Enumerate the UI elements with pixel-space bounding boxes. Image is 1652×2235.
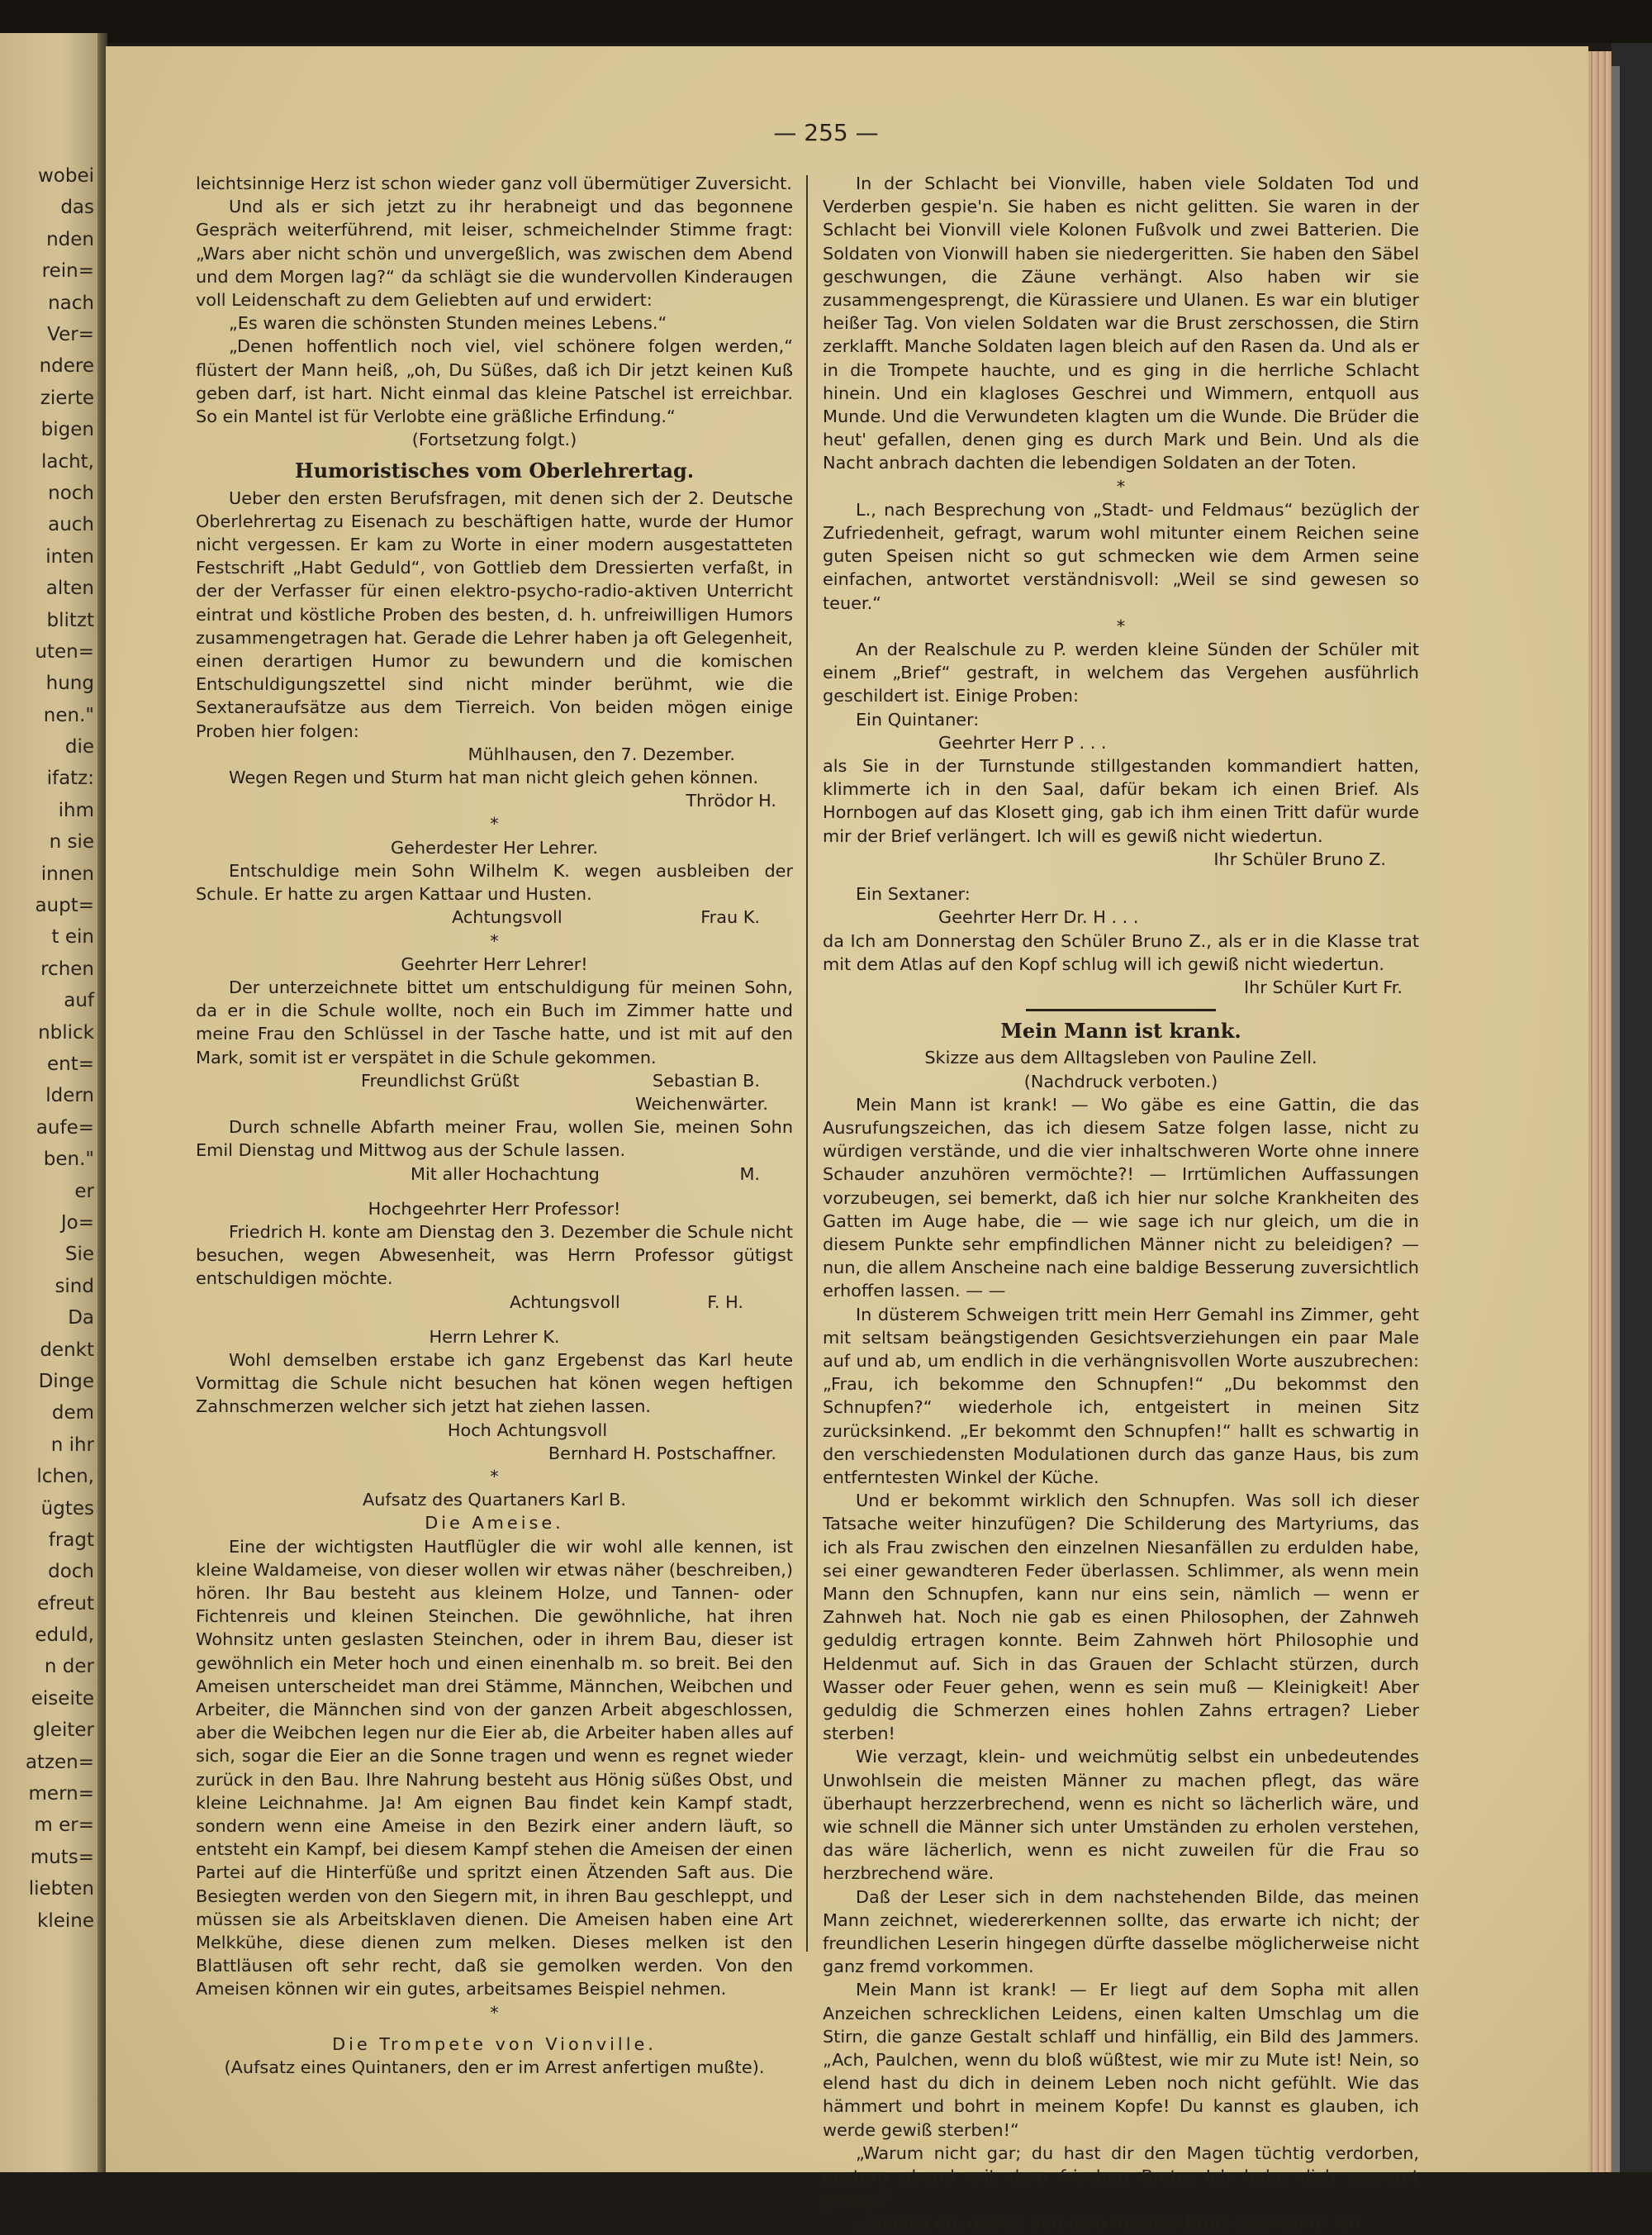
letter-text: Entschuldige mein Sohn Wilhelm K. wegen ausbleiben der Schule. Er hatte zu argen Kattaar und Husten.: [196, 860, 793, 905]
essay-text: Eine der wichtigsten Hautflügler die wir wohl alle kennen, ist kleine Waldameise, von dieser wollen wir etwas näher (beschreiben,) hören. Ihr Bau besteht aus kleinem Holze, und Tannen- oder Fichtenreis und kleinen Steinchen. Die gewöhnliche, hat ihren Wohnsitz unten geslasten Steinchen, oder in ihrem Bau, dieser ist gewöhnlich ein Meter hoch und einen einenhalb m. so breit. Bei den Ameisen unterscheidet man drei Stämme, Männchen, Weibchen und Arbeiter, die Männchen sind von der ganzen Arbeit abgeschlossen, aber die Weibchen legen nur die Eier ab, die Arbeiter haben alles auf sich, sogar die Eier an die Sonne tragen und wenn es regnet wieder zurück in den Bau. Ihre Nahrung besteht aus Hönig süßes Obst, und kleine Leichnahme. Ja! Am eignen Bau findet kein Kampf stadt, sondern wenn eine Ameise in den Bezirk einer andern läuft, so entsteht ein Kampf, bei diesem Kampf stehen die Ameisen der einen Partei auf die Hinterfüße und spritzt einen Ätzenden Saft aus. Die Besiegten werden von den Siegern mit, in ihren Bau geschleppt, und müssen sie als Arbeitsklaven dienen. Die Ameisen haben eine Art Melkkühe, diese dienen zum melken. Dieses melken ist den Blattläusen oft sehr recht, daß sie gemolken werden. Von den Ameisen können wir ein gutes, arbeitsames Beispiel nehmen.: [196, 1536, 793, 2000]
article-heading-humor: Humoristisches vom Oberlehrertag.: [294, 459, 695, 483]
left-page-fragment: inten: [45, 546, 94, 568]
left-page-fragment: hung: [45, 673, 94, 694]
letter-text: Wegen Regen und Sturm hat man nicht gleich gehen können.: [229, 768, 759, 788]
essay-text: In der Schlacht bei Vionville, haben viele Soldaten Tod und Verderben gespie'n. Sie haben es nicht gelitten. Sie waren in der Schlacht bei Vionvill viele Kolonen Fußvolk und zwei Batterien. Die Soldaten von Vionwill haben sie niedergeritten. Sie haben den Säbel geschwungen, die Zäune verhängt. Also haben wir sie zusammengesprengt, die Kürassiere und Ulanen. Es war ein blutiger heißer Tag. Von vielen Soldaten war die Brust zerschossen, die Stirn zerklafft. Manche Soldaten lagen bleich auf den Rasen da. Und als er in die Trompete hauchte, und es ging in die herrliche Schlacht hinein. Und ein klagloses Geschrei und Wimmern, entquoll aus Munde. Und die Verwundeten klagten um die Wunde. Die Brüder die heut' gefallen, denen ging es durch Mark und Bein. Und als die Nacht anbrach dachten die lebendigen Soldaten an der Toten.: [823, 174, 1419, 473]
left-page-fragment: er: [74, 1181, 94, 1202]
left-page-fragment: atzen=: [25, 1752, 94, 1773]
left-page-fragment: ihm: [58, 800, 94, 821]
story-paragraph: „Glaubst du, daß es von dem frischen Brote sein kann? Ich: [856, 2213, 1360, 2233]
left-page-fragment: ldern: [45, 1085, 94, 1106]
separator-asterisk: *: [490, 814, 499, 835]
page-number: — 255 —: [773, 119, 879, 146]
left-page-fragment: gleiter: [32, 1719, 94, 1741]
left-page-fragment: denkt: [40, 1339, 94, 1361]
left-page-fragment: Ver=: [47, 324, 94, 345]
left-page-fragment: liebten: [28, 1878, 94, 1900]
letter-greeting: Herrn Lehrer K.: [429, 1326, 560, 1347]
letter-signature-title: Weichenwärter.: [634, 1093, 768, 1114]
left-page-fragment: mern=: [28, 1783, 94, 1805]
story-paragraph: Daß der Leser sich in dem nachstehenden Bilde, das meinen Mann zeichnet, wiedererkennen sollte, das erwarte ich nicht; der freundlichen Leserin hingegen dürfte dasselbe möglicherweise nicht ganz fremd vorkommen.: [823, 1886, 1419, 1977]
left-page-fragment: fragt: [48, 1529, 94, 1551]
story-paragraph: „Warum nicht gar; du hast dir den Magen tüchtig verdorben, gestern abend mit dem frischen Brote. Ich habe dich gewarnt genug.“: [823, 2142, 1419, 2210]
column-left: [196, 172, 793, 2079]
letter-signature: Bernhard H. Postschaffner.: [548, 1443, 776, 1463]
book-spine: [1612, 66, 1620, 2172]
letter-text: Durch schnelle Abfarth meiner Frau, wollen Sie, meinen Sohn Emil Dienstag und Mittwog aus der Schule lassen.: [196, 1117, 793, 1161]
letter-signature: F. H.: [707, 1291, 743, 1312]
column-divider: [806, 175, 808, 1952]
left-page-fragment: bigen: [40, 419, 94, 440]
letter-closing: Achtungsvoll: [452, 907, 563, 928]
anecdote-text: L., nach Besprechung von „Stadt- und Feldmaus“ bezüglich der Zufriedenheit, gefragt, warum wohl mitunter einem Reichen seine guten Speisen nicht so gut schmecken wie dem Armen seine einfachen, antwortet verständnisvoll: „Weil se sind gewesen so teuer.“: [823, 499, 1419, 613]
letter-signature: Sebastian B.: [652, 1070, 760, 1091]
letter-closing-row: [196, 906, 793, 929]
letter-greeting: Geehrter Herr Lehrer!: [401, 953, 588, 974]
left-page-fragment: m er=: [34, 1814, 94, 1836]
letter-place-date: Mühlhausen, den 7. Dezember.: [468, 744, 735, 764]
left-page-fragment: sind: [55, 1276, 94, 1297]
story-continuation-2: Und als er sich jetzt zu ihr herabneigt und das begonnene Gespräch weiterführend, mit leiser, schmeichelnder Stimme fragt: „Wars aber nicht schön und unvergeßlich, was zwischen dem Abend und dem Morgen lag?“ da schlägt sie die wundervollen Kinderaugen voll Leidenschaft zu dem Geliebten auf und erwidert:: [196, 197, 793, 311]
left-page-fragment: aufe=: [36, 1117, 94, 1139]
reprint-notice: (Nachdruck verboten.): [1023, 1071, 1218, 1091]
story-continuation-4: „Denen hoffentlich noch viel, viel schönere folgen werden,“ flüstert der Mann heiß, „oh, Du Süßes, daß ich Dir jetzt keinen Kuß geben darf, ist hart. Nicht einmal das kleine Patschel ist erreichbar. So ein Mantel ist für Verlobte eine gräßliche Erfindung.“: [196, 336, 793, 427]
left-page-fragment: ifatz:: [46, 768, 94, 789]
anecdote-text: An der Realschule zu P. werden kleine Sünden der Schüler mit einem „Brief“ gestraft, in welchem das Vergehen ausführlich geschildert ist. Einige Proben:: [823, 640, 1419, 706]
letter-greeting: Geehrter Herr Dr. H . . .: [938, 907, 1139, 928]
letter-greeting: Hochgeehrter Herr Professor!: [368, 1198, 621, 1219]
left-page-fragment: kleine: [37, 1910, 94, 1932]
column-right: [823, 172, 1419, 2235]
left-page-fragment: noch: [48, 483, 94, 504]
left-page-fragment: eduld,: [35, 1624, 94, 1646]
story-paragraph: Und er bekommt wirklich den Schnupfen. Was soll ich dieser Tatsache weiter hinzufügen? Die Schilderung des Martyriums, das ich als Frau zwischen den einzelnen Niesanfällen zu erdulden habe, sei einer gewandteren Feder überlassen. Schlimmer, als wenn mein Mann den Schnupfen, kann nur eins sein, nämlich — wenn er Zahnweh hat. Noch nie gab es einen Philosophen, der Zahnweh geduldig ertragen konnte. Beim Zahnweh hört Philosophie und Heldenmut auf. Sich in das Grauen der Schlacht stürzen, durch Wasser oder Feuer gehen, wenn es sein muß — Kleinigkeit! Aber geduldig die Schmerzen eines hohlen Zahns ertragen? Lieber sterben!: [823, 1491, 1419, 1744]
separator-asterisk: *: [1116, 616, 1126, 636]
letter-signature: Thrödor H.: [686, 791, 776, 811]
story-continuation-1: leichtsinnige Herz ist schon wieder ganz voll übermütiger Zuversicht.: [196, 174, 792, 193]
left-page-fragment: muts=: [30, 1847, 94, 1868]
letter-signature: Ihr Schüler Bruno Z.: [1213, 849, 1386, 869]
left-page-fragment: nblick: [38, 1022, 94, 1044]
left-page-fragment: n ihr: [50, 1434, 94, 1456]
left-page-fragment: die: [64, 736, 94, 758]
letter-greeting: Geehrter Herr P . . .: [938, 732, 1107, 753]
story-paragraph: Mein Mann ist krank! — Wo gäbe es eine Gattin, die das Ausrufungszeichen, das ich diesem Satze folgen lasse, nicht zu würdigen verstände, und die vier inhaltschweren Worte ohne innere Schauder anzuhören vermöchte?! — Irrtümlichen Auffassungen vorzubeugen, sei bemerkt, daß ich hier nur solche Krankheiten des Gatten im Auge habe, die — wie sage ich nur gleich, um die in diesem Punkte sehr empfindlichen Männer nicht zu beleidigen? — nun, die allem Anscheine nach eine baldige Besserung zuversichtlich erhoffen lassen. — —: [823, 1094, 1419, 1301]
letter-closing-row: [196, 1069, 793, 1092]
left-page-fragment: nden: [46, 229, 94, 250]
left-page-fragment: auch: [48, 514, 94, 535]
separator-asterisk: *: [1116, 476, 1126, 497]
left-page-fragment: aupt=: [35, 895, 94, 916]
story-paragraph: Mein Mann ist krank! — Er liegt auf dem Sopha mit allen Anzeichen schrecklichen Leidens, einen kalten Umschlag um die Stirn, die ganze Gestalt schlaff und hinfällig, ein Bild des Jammers. „Ach, Paulchen, wenn du bloß wüßtest, wie mir zu Mute ist! Nein, so elend hast du dich in deinem Leben noch nicht gefühlt. Wie das hämmert und bohrt in meinem Kopfe! Du kannst es glauben, ich werde gewiß sterben!“: [823, 1980, 1419, 2140]
letter-signature: Frau K.: [700, 907, 760, 928]
letter-closing: Achtungsvoll: [510, 1291, 620, 1312]
left-page-fragment: efreut: [37, 1593, 94, 1614]
letter-label: Ein Quintaner:: [856, 709, 980, 730]
letter-label: Ein Sextaner:: [856, 884, 971, 905]
left-page-fragment: das: [60, 197, 94, 218]
left-page-fragment: Jo=: [60, 1212, 94, 1234]
left-page-fragment: uten=: [35, 641, 94, 663]
left-page-fragment: n der: [44, 1656, 94, 1677]
essay-subtitle: Die Ameise.: [425, 1513, 564, 1534]
letter-text: als Sie in der Turnstunde stillgestanden kommandiert hatten, klimmerte ich in den Saal, dafür bekam ich einen Brief. Als Hornbogen auf das Klosett ging, gab ich ihm einen Tritt dafür wurde mir der Brief verlängert. Ich will es gewiß nicht wiedertun.: [823, 756, 1419, 846]
left-page-fragment: alten: [45, 578, 94, 599]
left-page-fragment: eiseite: [31, 1688, 94, 1710]
separator-asterisk: *: [490, 930, 499, 951]
left-page-fragment: Da: [68, 1307, 94, 1329]
scanner-background: [0, 0, 1652, 43]
left-page-fragment: doch: [48, 1561, 94, 1582]
left-page-fragment: n sie: [49, 831, 94, 853]
continuation-note: (Fortsetzung folgt.): [411, 430, 577, 450]
story-continuation-3: „Es waren die schönsten Stunden meines Lebens.“: [229, 313, 667, 334]
separator-asterisk: *: [490, 1466, 499, 1486]
essay-title: Aufsatz des Quartaners Karl B.: [363, 1490, 626, 1510]
left-page-fragment: ent=: [46, 1053, 94, 1075]
letter-signature: M.: [739, 1163, 760, 1184]
letter-closing-row: [196, 1163, 793, 1186]
section-rule: [1026, 1009, 1216, 1011]
letter-closing: Mit aller Hochachtung: [411, 1163, 600, 1184]
left-page-fragment: nen.": [43, 705, 94, 726]
left-page-fragment: ügtes: [40, 1498, 94, 1519]
letter-text: da Ich am Donnerstag den Schüler Bruno Z., als er in die Klasse trat mit dem Atlas auf den Kopf schlug will ich gewiß nicht wiedertun.: [823, 930, 1419, 974]
left-page-fragment: Sie: [64, 1244, 94, 1265]
letter-greeting: Geherdester Her Lehrer.: [391, 837, 598, 858]
letter-closing: Hoch Achtungsvoll: [447, 1419, 608, 1440]
story-paragraph: In düsterem Schweigen tritt mein Herr Gemahl ins Zimmer, geht mit seltsam beängstigenden Gesichtsverziehungen ein paar Male auf und ab, um endlich in die verhängnisvollen Worte auszubrechen: „Frau, ich bekomme den Schnupfen!“ „Du bekommst den Schnupfen?“ wiederhole ich, entgeistert in meinen Sitz zurücksinkend. „Er bekommt den Schnupfen!“ hallt es schwartig in den verschiedensten Modulationen durch das ganze Haus, bis zum entferntesten Winkel der Küche.: [823, 1304, 1419, 1487]
letter-closing: Freundlichst Grüßt: [361, 1070, 520, 1091]
left-page-fragment: rchen: [40, 958, 94, 980]
essay-subtitle: (Aufsatz eines Quintaners, den er im Arrest anfertigen mußte).: [224, 2057, 765, 2078]
left-page-fragment: Dinge: [38, 1371, 94, 1392]
article-subtitle: Skizze aus dem Alltagsleben von Pauline Zell.: [924, 1048, 1317, 1068]
story-paragraph: Wie verzagt, klein- und weichmütig selbst ein unbedeutendes Unwohlsein die meisten Männer zu machen pflegt, das wäre überhaupt herzzerbrechend, wenn es nicht so lächerlich wäre, und wie schnell die Männer sich unter Umständen zu erholen verstehen, das wäre lächerlich, wenn es nicht zuweilen für die Frau so herzbrechend wäre.: [823, 1747, 1419, 1884]
left-page-fragment: t ein: [51, 926, 94, 948]
article-heading-krank: Mein Mann ist krank.: [1000, 1019, 1241, 1044]
left-page-fragment: ndere: [39, 355, 94, 377]
letter-text: Der unterzeichnete bittet um entschuldigung für meinen Sohn, da er in die Schule wollte, noch ein Buch im Zimmer hatte und meine Frau den Schlüssel in der Tasche hatte, und ist mit auf den Mark, somit ist er verspätet in die Schule gekommen.: [196, 977, 793, 1068]
letter-text: Wohl demselben erstabe ich ganz Ergebenst das Karl heute Vormittag die Schule nicht besuchen hat könen wegen heftigen Zahnschmerzen welcher sich jetzt hat ziehen lassen.: [196, 1349, 793, 1417]
article-body: Ueber den ersten Berufsfragen, mit denen sich der 2. Deutsche Oberlehrertag zu Eisenach zu beschäftigen hatte, wurde der Humor nicht vergessen. Er kam zu Worte in einer modern ausgestatteten Festschrift „Habt Geduld“, von Gottlieb dem Dressierten verfaßt, in der der Verfasser für einen elektro-psycho-radio-aktiven Unterricht eintrat und köstliche Proben des besten, d. h. unfreiwilligen Humors zusammengetragen hat. Gerade die Lehrer haben ja oft Gelegenheit, einen derartigen Humor zu bewundern und die komischen Entschuldigungszettel sind nicht minder berühmt, wie die Sextaneraufsätze aus dem Tierreich. Von beiden mögen einige Proben hier folgen:: [196, 487, 793, 741]
left-page-fragment: lacht,: [40, 451, 94, 473]
left-page-fragment: rein=: [41, 260, 94, 282]
essay-title: Die Trompete von Vionville.: [332, 2033, 657, 2054]
left-page-fragment: dem: [51, 1402, 94, 1424]
left-page-fragment: nach: [48, 292, 94, 314]
letter-text: Friedrich H. konte am Dienstag den 3. Dezember die Schule nicht besuchen, wegen Abwesenheit, was Herrn Professor gütigst entschuldigen möchte.: [196, 1221, 793, 1289]
left-page-fragment: ben.": [43, 1148, 94, 1170]
left-page-fragment: lchen,: [36, 1466, 94, 1487]
left-page-fragment: zierte: [40, 388, 94, 409]
left-page-fragment: innen: [40, 863, 94, 885]
letter-signature: Ihr Schüler Kurt Fr.: [1243, 977, 1403, 997]
left-page-fragment: wobei: [37, 165, 94, 187]
page-stack-edge: [1588, 51, 1612, 2172]
letter-closing-row: [196, 1291, 793, 1314]
left-page-fragment: auf: [64, 990, 94, 1011]
separator-asterisk: *: [490, 2002, 499, 2023]
left-page-fragment: blitzt: [46, 610, 94, 631]
